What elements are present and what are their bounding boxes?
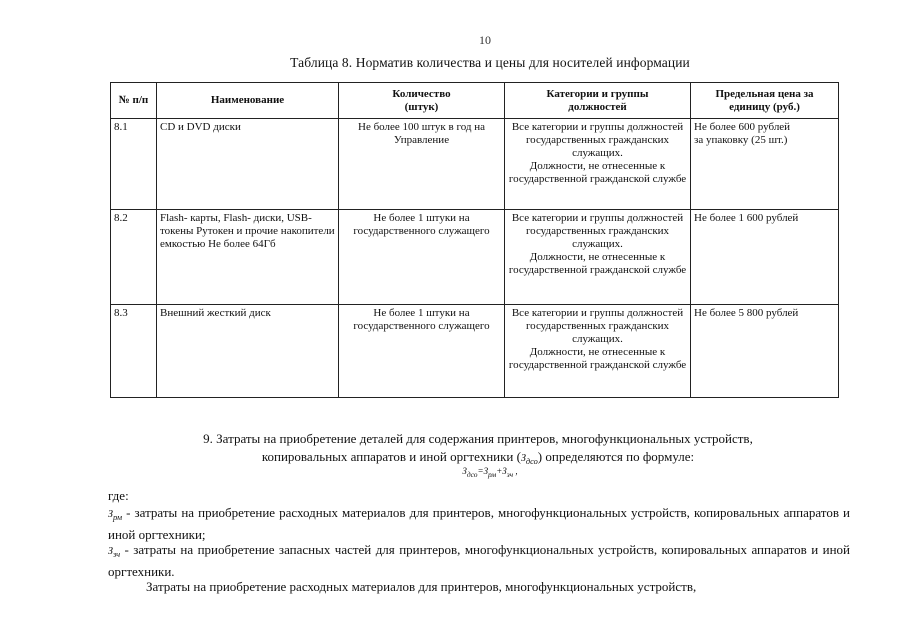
formula: $З_{дсо}=З_{рм}+З_{зч}$ , [462, 466, 518, 479]
cell-price: Не более 600 рублей за упаковку (25 шт.) [691, 119, 839, 210]
item2-text: - затраты на приобретение запасных частей для принтеров, многофункциональных устройств, копировальных аппаратов и иной оргтехники. [108, 542, 850, 579]
section-9-heading [118, 430, 838, 471]
where-label: где: [108, 488, 129, 503]
cell-num: 8.2 [111, 210, 157, 305]
section-9-heading-line1: 9. Затраты на приобретение деталей для содержания принтеров, многофункциональных устройств, [203, 431, 753, 446]
header-qty: Количество (штук) [339, 83, 505, 119]
last-paragraph-line: Затраты на приобретение расходных материалов для принтеров, многофункциональных устройств, [146, 579, 697, 594]
header-num: № п/п [111, 83, 157, 119]
cell-category: Все категории и группы должностей государственных гражданских служащих. Должности, не отнесенные к государственной гражданской службе [505, 210, 691, 305]
cell-num: 8.1 [111, 119, 157, 210]
heading-symbol: $З_{дсо}$ [520, 453, 538, 466]
cell-name: CD и DVD диски [157, 119, 339, 210]
table-row [111, 305, 839, 398]
table-row [111, 210, 839, 305]
heading-line2-post: ) определяются по формуле: [537, 449, 695, 464]
cell-category: Все категории и группы должностей государственных гражданских служащих. Должности, не отнесенные к государственной гражданской службе [505, 305, 691, 398]
item1-symbol: $З_{рм}$ [108, 509, 123, 522]
cell-num: 8.3 [111, 305, 157, 398]
cell-category: Все категории и группы должностей государственных гражданских служащих. Должности, не отнесенные к государственной гражданской службе [505, 119, 691, 210]
definition-item-2 [108, 541, 850, 580]
definition-item-1 [108, 504, 850, 543]
cell-name: Flash- карты, Flash- диски, USB-токены Рутокен и прочие накопители емкостью Не более 64Гб [157, 210, 339, 305]
cell-price: Не более 5 800 рублей [691, 305, 839, 398]
cell-qty: Не более 100 штук в год на Управление [339, 119, 505, 210]
header-price: Предельная цена за единицу (руб.) [691, 83, 839, 119]
table-header-row [111, 83, 839, 119]
item2-symbol: $З_{зч}$ [108, 546, 121, 559]
norm-table [110, 82, 839, 398]
cell-qty: Не более 1 штуки на государственного служащего [339, 305, 505, 398]
page-number: 10 [479, 33, 491, 47]
header-category: Категории и группы должностей [505, 83, 691, 119]
cell-price: Не более 1 600 рублей [691, 210, 839, 305]
table-row [111, 119, 839, 210]
cell-name: Внешний жесткий диск [157, 305, 339, 398]
header-name: Наименование [157, 83, 339, 119]
item1-text: - затраты на приобретение расходных материалов для принтеров, многофункциональных устройств, копировальных аппаратов и иной оргтехники; [108, 505, 850, 542]
cell-qty: Не более 1 штуки на государственного служащего [339, 210, 505, 305]
heading-line2-pre: копировальных аппаратов и иной оргтехники ( [261, 449, 521, 464]
table-title: Таблица 8. Норматив количества и цены для носителей информации [290, 55, 690, 70]
